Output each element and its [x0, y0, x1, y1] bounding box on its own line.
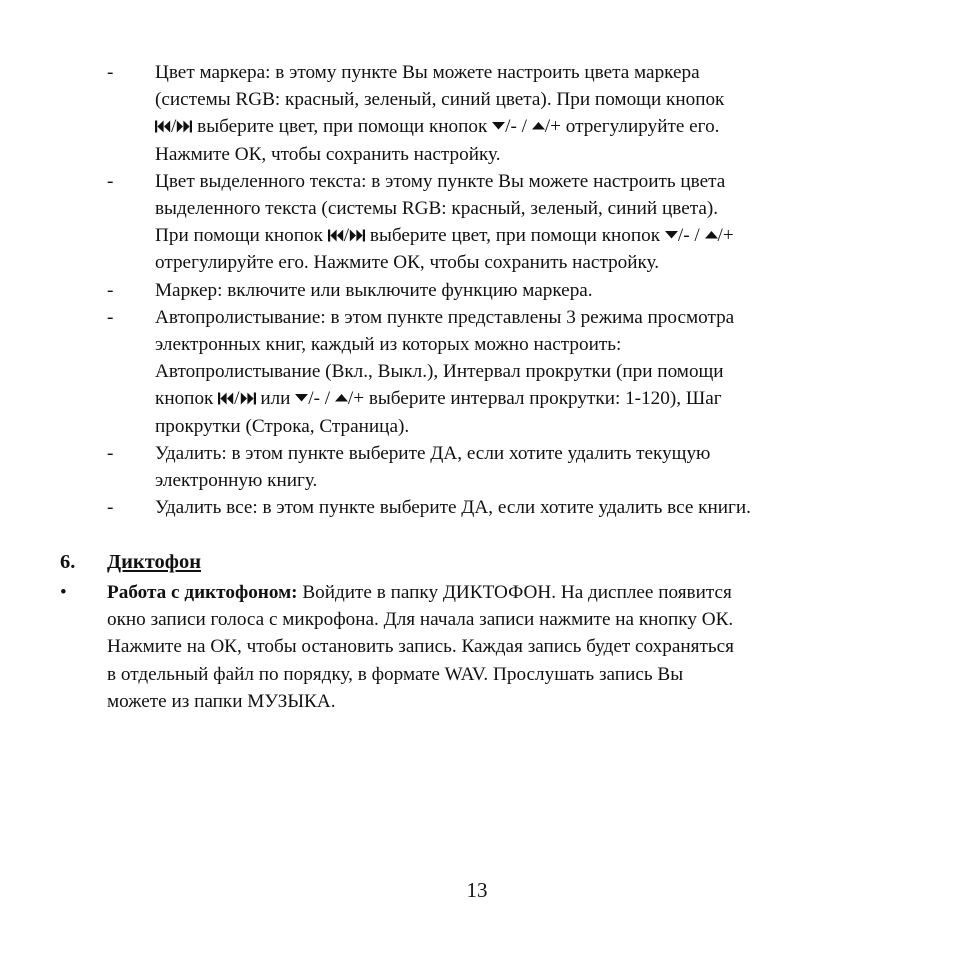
- prev-track-icon: [155, 113, 171, 140]
- list-item-text: Нажмите ОК, чтобы сохранить настройку.: [155, 143, 501, 165]
- list-item-text: /+ отрегулируйте его.: [544, 116, 720, 138]
- list-item-text: или: [255, 388, 296, 410]
- settings-list: [0, 59, 954, 521]
- up-arrow-icon: [335, 385, 348, 412]
- list-item-text: Удалить все: в этом пункте выберите ДА, если хотите удалить все книги.: [155, 497, 751, 519]
- dash-marker: -: [107, 497, 114, 519]
- list-item-text: отрегулируйте его. Нажмите ОК, чтобы сохранить настройку.: [155, 252, 660, 274]
- list-item-text: (системы RGB: красный, зеленый, синий цвета). При помощи кнопок: [155, 89, 725, 111]
- section-number: 6.: [60, 551, 76, 573]
- list-item-text: электронных книг, каждый из которых можно настроить:: [155, 334, 622, 356]
- list-item-text: /- /: [308, 388, 335, 410]
- list-item-text: Автопролистывание (Вкл., Выкл.), Интервал прокрутки (при помощи: [155, 361, 724, 383]
- dash-marker: -: [107, 442, 114, 464]
- list-item-text: выделенного текста (системы RGB: красный, зеленый, синий цвета).: [155, 198, 719, 220]
- list-item-text: Автопролистывание: в этом пункте представлены 3 режима просмотра: [155, 306, 735, 328]
- list-item-text: Цвет маркера: в этому пункте Вы можете настроить цвета маркера: [155, 62, 700, 83]
- prev-track-icon: [218, 385, 234, 412]
- paragraph-line: Нажмите на ОК, чтобы остановить запись. Каждая запись будет сохраняться: [107, 636, 734, 658]
- dash-marker: -: [107, 306, 114, 328]
- prev-track-icon: [328, 222, 344, 249]
- icon-separator: /: [234, 388, 240, 410]
- paragraph-line: можете из папки МУЗЫКА.: [107, 690, 336, 712]
- dash-marker: -: [107, 279, 114, 301]
- list-item-text: /+ выберите интервал прокрутки: 1-120), Шаг: [347, 388, 722, 410]
- next-track-icon: [349, 222, 365, 249]
- down-arrow-icon: [295, 385, 308, 412]
- list-item-delete-all: [0, 494, 890, 521]
- paragraph-text: Войдите в папку ДИКТОФОН. На дисплее появится: [297, 582, 732, 603]
- paragraph-line: [107, 579, 897, 606]
- list-item-text: [155, 385, 890, 412]
- section-title: Диктофон: [107, 551, 202, 573]
- list-item-delete: [0, 440, 890, 494]
- list-item-text: /- /: [677, 225, 705, 247]
- list-item-highlight-color: [0, 168, 890, 277]
- up-arrow-icon: [532, 113, 545, 140]
- list-item-marker-color: [0, 59, 890, 168]
- bold-lead: Работа с диктофоном:: [107, 582, 298, 603]
- up-arrow-icon: [705, 222, 718, 249]
- list-item-text: кнопок: [155, 388, 219, 410]
- list-item-autoscroll: [0, 304, 890, 440]
- next-track-icon: [240, 385, 256, 412]
- list-item-text: /- /: [505, 116, 532, 138]
- recorder-text: [107, 579, 897, 715]
- paragraph-line: в отдельный файл по порядку, в формате WAV. Прослушать запись Вы: [107, 663, 684, 685]
- list-item-text: выберите цвет, при помощи кнопок: [192, 116, 493, 138]
- down-arrow-icon: [665, 222, 678, 249]
- list-item-text: При помощи кнопок: [155, 225, 328, 247]
- dash-marker: -: [107, 62, 114, 83]
- list-item-text: Цвет выделенного текста: в этому пункте Вы можете настроить цвета: [155, 170, 726, 192]
- icon-separator: /: [343, 225, 350, 247]
- list-item-text: [155, 113, 890, 140]
- next-track-icon: [176, 113, 192, 140]
- list-item-text: [155, 222, 890, 249]
- list-item-text: Удалить: в этом пункте выберите ДА, если хотите удалить текущую: [155, 442, 711, 464]
- list-item-text: выберите цвет, при помощи кнопок: [365, 225, 665, 247]
- down-arrow-icon: [492, 113, 505, 140]
- list-item-text: Маркер: включите или выключите функцию маркера.: [155, 279, 593, 301]
- paragraph-line: окно записи голоса с микрофона. Для начала записи нажмите на кнопку ОК.: [107, 609, 734, 631]
- bullet-marker: •: [60, 582, 67, 603]
- list-item-text: прокрутки (Строка, Страница).: [155, 415, 410, 437]
- page-number: 13: [466, 878, 488, 902]
- icon-separator: /: [171, 116, 177, 138]
- list-item-text: электронную книгу.: [155, 470, 318, 492]
- list-item-marker-toggle: [0, 277, 890, 304]
- dash-marker: -: [107, 170, 114, 192]
- list-item-text: /+: [717, 225, 734, 247]
